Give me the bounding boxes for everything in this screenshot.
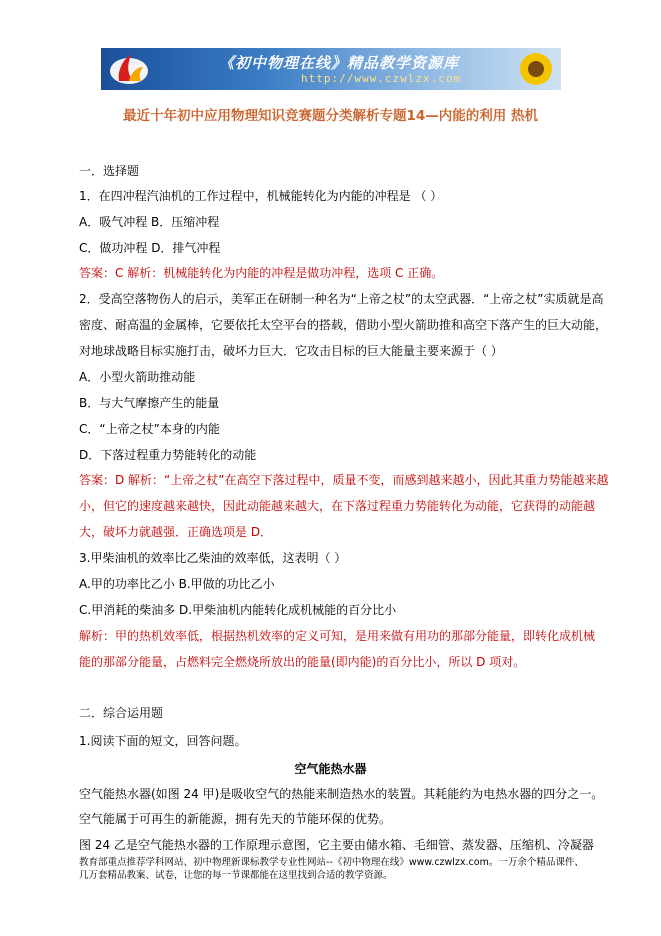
text-line: 二．综合运用题 [79,706,164,720]
text-line: A．小型火箭助推动能 [79,370,196,384]
text-line: 空气能热水器(如图 24 甲)是吸收空气的热能来制造热水的装置。其耗能约为电热水器的四分之一。 [79,787,604,801]
text-line: 答案：C 解析：机械能转化为内能的冲程是做功冲程，选项 C 正确。 [79,266,444,280]
text-line: 能的那部分能量，占燃料完全燃烧所放出的能量(即内能)的百分比小，所以 D 项对。 [79,655,526,669]
text-line: 密度、耐高温的金属棒，它要依托太空平台的搭载，借助小型火箭助推和高空下落产生的巨大动能， [79,318,608,332]
text-line: C．做功冲程 D．排气冲程 [79,241,221,255]
text-line: 空气能属于可再生的新能源，拥有先天的节能环保的优势。 [79,812,392,826]
text-line: B．与大气摩擦产生的能量 [79,396,220,410]
sunflower-icon [517,50,555,88]
site-logo-icon [107,51,151,87]
text-line: 图 24 乙是空气能热水器的工作原理示意图，它主要由储水箱、毛细管、蒸发器、压缩机、冷凝器 [79,838,594,852]
text-line: A．吸气冲程 B．压缩冲程 [79,215,220,229]
text-line: D．下落过程重力势能转化的动能 [79,448,257,462]
text-line: 2．受高空落物伤人的启示，美军正在研制一种名为“上帝之杖”的太空武器．“上帝之杖”实质就是高 [79,292,604,306]
text-line: 3.甲柴油机的效率比乙柴油的效率低，这表明（ ） [79,551,347,565]
text-line: 答案：D 解析：“上帝之杖”在高空下落过程中，质量不变，而感到越来越小，因此其重力势能越来越 [79,473,609,487]
text-line: 一．选择题 [79,164,140,178]
page-title: 最近十年初中应用物理知识竞赛题分类解析专题14—内能的利用 热机 [123,108,538,124]
text-line: 1．在四冲程汽油机的工作过程中，机械能转化为内能的冲程是 （ ） [79,189,443,203]
text-line: 大，破坏力就越强．正确选项是 D． [79,525,273,539]
text-line: C.甲消耗的柴油多 D.甲柴油机内能转化成机械能的百分比小 [79,603,397,617]
text-line: 小，但它的速度越来越快，因此动能越来越大，在下落过程重力势能转化为动能，它获得的动能越 [79,499,596,513]
banner-url[interactable]: http://www.czwlzx.com [301,72,462,85]
text-line: A.甲的功率比乙小 B.甲做的功比乙小 [79,577,275,591]
footer-line-1: 教育部重点推荐学科网站、初中物理新课标教学专业性网站--《初中物理在线》www.czwlzx.com。一万余个精品课件、 [79,857,584,868]
footer-line-2: 几万套精品教案、试卷，让您的每一节课都能在这里找到合适的教学资源。 [79,870,393,881]
text-line: 1.阅读下面的短文，回答问题。 [79,734,247,748]
text-line: C．“上帝之杖”本身的内能 [79,422,220,436]
text-line: 解析：甲的热机效率低，根据热机效率的定义可知，是用来做有用功的那部分能量，即转化成机械 [79,629,596,643]
article-subtitle: 空气能热水器 [294,762,367,776]
header-banner [101,48,561,90]
text-line: 对地球战略目标实施打击，破坏力巨大．它攻击目标的巨大能量主要来源于（ ） [79,344,503,358]
banner-title: 《初中物理在线》精品教学资源库 [219,54,460,72]
